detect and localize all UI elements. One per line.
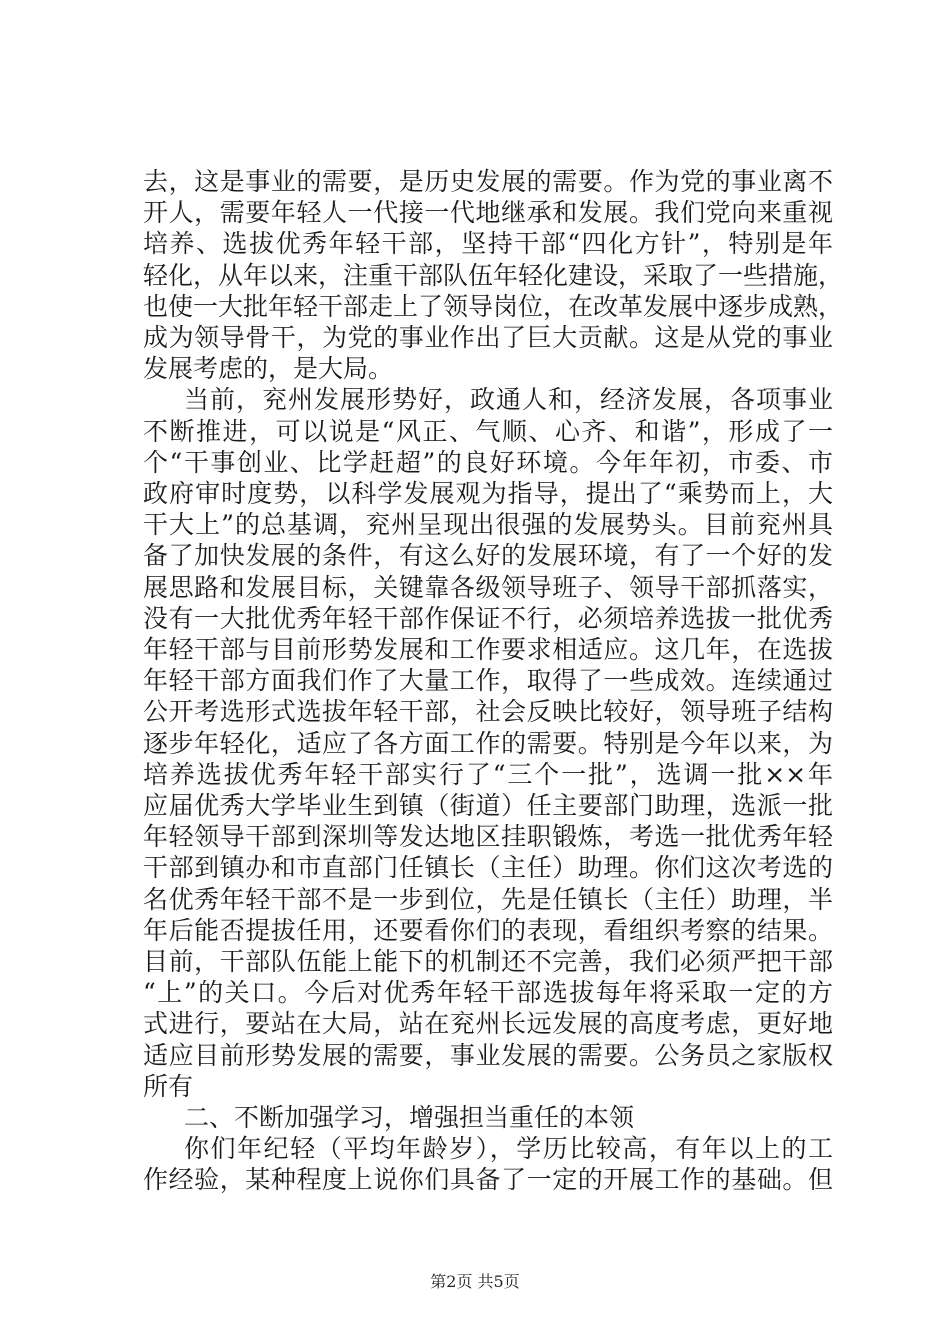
body-text-line: “上”的关口。今后对优秀年轻干部选拔每年将采取一定的方 [143, 978, 833, 1008]
body-text-line: 年轻干部与目前形势发展和工作要求相适应。这几年，在选拔 [143, 635, 833, 664]
body-text-line: 成为领导骨干，为党的事业作出了巨大贡献。这是从党的事业 [143, 323, 833, 352]
body-text-line: 逐步年轻化，适应了各方面工作的需要。特别是今年以来，为 [143, 728, 833, 758]
body-text-line: 年轻干部方面我们作了大量工作，取得了一些成效。连续通过 [143, 666, 833, 696]
body-text-line: 展思路和发展目标，关键靠各级领导班子、领导干部抓落实， [143, 572, 833, 602]
page-number-footer: 第2页 共5页 [430, 1272, 520, 1291]
body-text-line: 没有一大批优秀年轻干部作保证不行，必须培养选拔一批优秀 [143, 603, 833, 633]
body-text-line: 作经验，某种程度上说你们具备了一定的开展工作的基础。但 [143, 1165, 833, 1195]
body-text-line: 发展考虑的，是大局。 [143, 354, 394, 384]
paragraph-start-line: 当前，兖州发展形势好，政通人和，经济发展，各项事业 [184, 385, 833, 415]
body-text-line: 个“干事创业、比学赶超”的良好环境。今年年初，市委、市 [143, 447, 833, 477]
body-text-line: 年轻领导干部到深圳等发达地区挂职锻炼，考选一批优秀年轻 [143, 822, 833, 852]
body-text-line: 开人，需要年轻人一代接一代地继承和发展。我们党向来重视 [143, 198, 833, 228]
body-text-line: 干部到镇办和市直部门任镇长（主任）助理。你们这次考选的 [143, 853, 833, 883]
body-text-line: 公开考选形式选拔年轻干部，社会反映比较好，领导班子结构 [143, 697, 833, 727]
body-text-line: 培养、选拔优秀年轻干部，坚持干部“四化方针”，特别是年 [143, 229, 833, 259]
section-heading: 二、不断加强学习，增强担当重任的本领 [184, 1103, 635, 1132]
body-text-line: 目前，干部队伍能上能下的机制还不完善，我们必须严把干部 [143, 947, 833, 976]
body-text-line: 不断推进，可以说是“风正、气顺、心齐、和谐”，形成了一 [143, 416, 833, 446]
body-text-line: 应届优秀大学毕业生到镇（街道）任主要部门助理，选派一批 [143, 791, 833, 820]
body-text-line: 干大上”的总基调，兖州呈现出很强的发展势头。目前兖州具 [143, 510, 833, 540]
body-text-line: 适应目前形势发展的需要，事业发展的需要。公务员之家版权 [143, 1040, 833, 1070]
body-text-line: 政府审时度势，以科学发展观为指导，提出了“乘势而上，大 [143, 479, 833, 508]
body-text-line: 轻化，从年以来，注重干部队伍年轻化建设，采取了一些措施， [143, 260, 844, 290]
body-text-line: 培养选拔优秀年轻干部实行了“三个一批”，选调一批××年 [143, 759, 833, 789]
body-text-line: 式进行，要站在大局，站在兖州长远发展的高度考虑，更好地 [143, 1009, 833, 1039]
body-text-line: 年后能否提拔任用，还要看你们的表现，看组织考察的结果。 [143, 915, 833, 945]
body-text-line: 所有 [143, 1071, 194, 1101]
body-text-line: 名优秀年轻干部不是一步到位，先是任镇长（主任）助理，半 [143, 884, 833, 914]
paragraph-start-line: 你们年纪轻（平均年龄岁），学历比较高，有年以上的工 [184, 1134, 833, 1164]
body-text-line: 去，这是事业的需要，是历史发展的需要。作为党的事业离不 [143, 167, 833, 196]
body-text-line: 备了加快发展的条件，有这么好的发展环境，有了一个好的发 [143, 541, 833, 571]
body-text-line: 也使一大批年轻干部走上了领导岗位，在改革发展中逐步成熟， [143, 291, 844, 321]
